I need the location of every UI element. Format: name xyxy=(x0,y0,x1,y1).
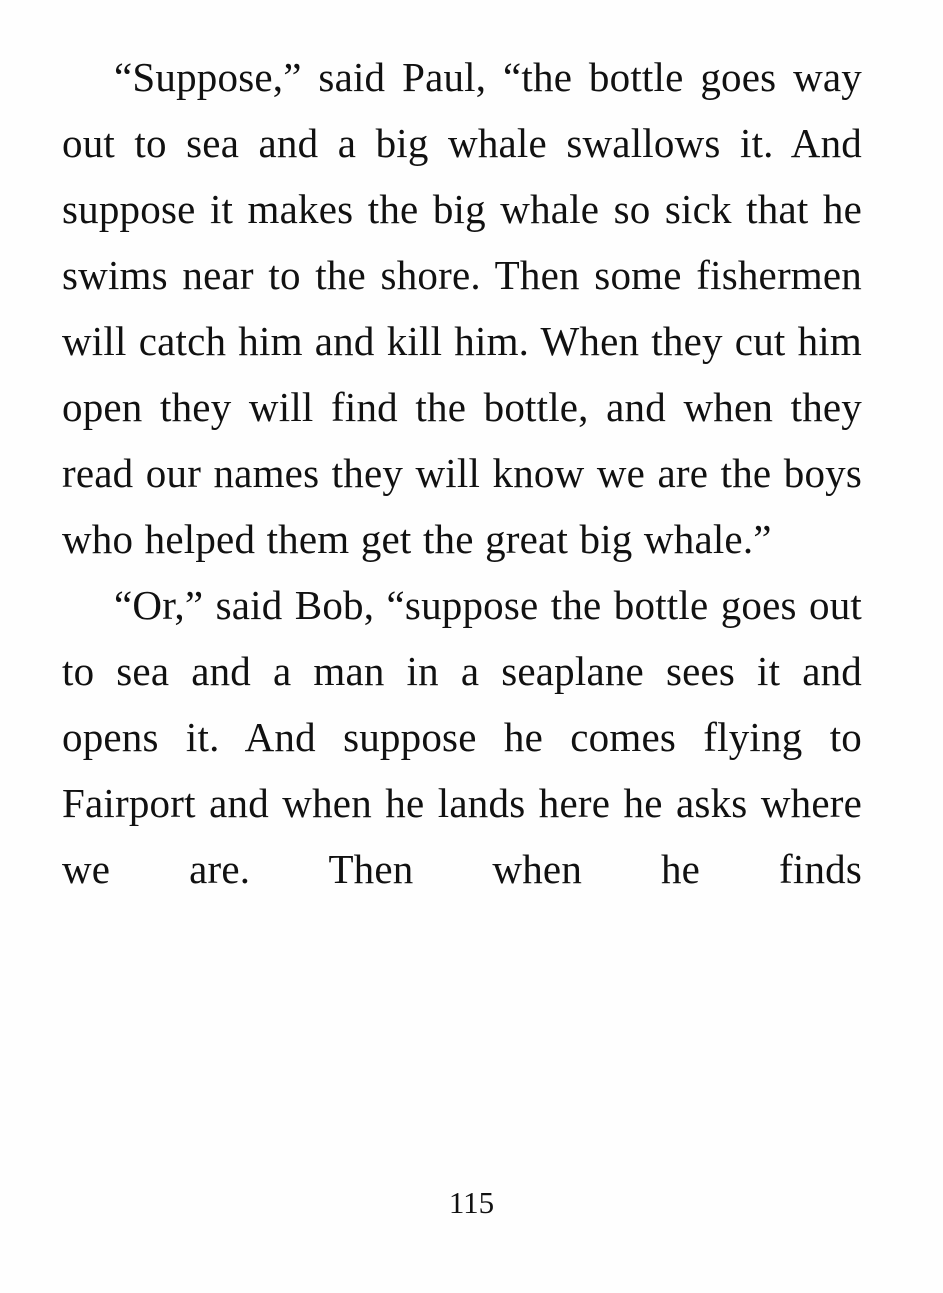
paragraph-1: “Suppose,” said Paul, “the bottle goes way out to sea and a big whale swallows it. And suppose it makes the big whale so sick that he swims near to the shore. Then some fishermen will catch him and kill him. When they cut him open they will find the bottle, and when they read our names they will know we are the boys who helped them get the great big whale.” xyxy=(62,54,862,562)
paragraph-2: “Or,” said Bob, “suppose the bottle goes out to sea and a man in a seaplane sees it and opens it. And suppose he comes flying to Fairport and when he lands here he asks where we are. Then when he finds xyxy=(62,582,862,892)
page-number: 115 xyxy=(448,1185,495,1220)
page-body-text xyxy=(62,44,862,968)
